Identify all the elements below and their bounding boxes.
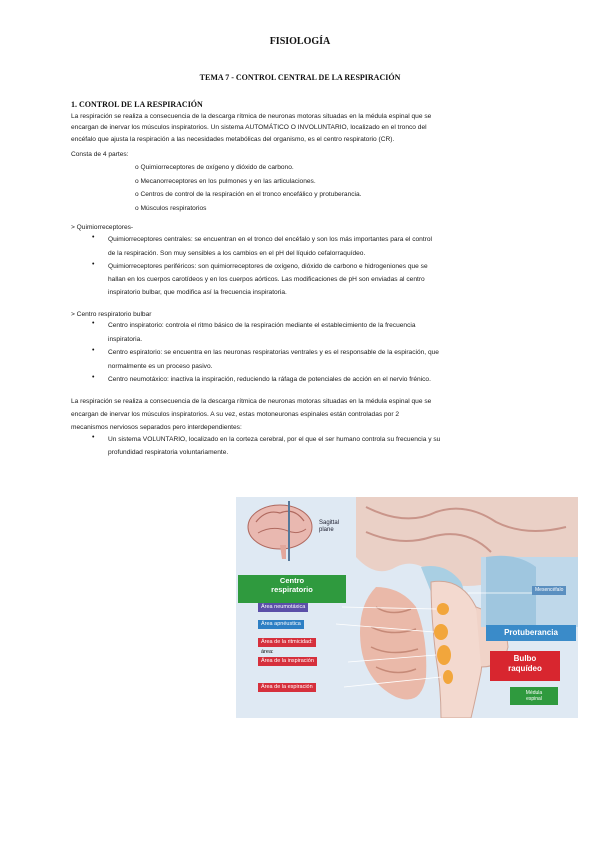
quimio-heading: > Quimiorreceptores- <box>71 224 134 231</box>
respiratory-center-figure <box>236 497 578 718</box>
centro-respiratorio-label: Centro respiratorio <box>238 575 346 603</box>
final-line: La respiración se realiza a consecuencia de la descarga rítmica de neuronas motoras situadas en la médula espinal que se <box>71 398 432 405</box>
bullet-mark: • <box>92 434 95 441</box>
area-neumotaxica-label: Área neumotáxica <box>258 603 308 612</box>
bulbar-heading: > Centro respiratorio bulbar <box>71 311 152 318</box>
topic-title: TEMA 7 - CONTROL CENTRAL DE LA RESPIRACIÓN <box>199 73 401 82</box>
quimio-line: Quimiorreceptores centrales: se encuentran en el tronco del encéfalo y son los más importantes para el control <box>108 236 432 243</box>
bulbar-line: Centro neumotáxico: inactiva la inspiración, reduciendo la ráfaga de potenciales de acción en el nervio frénico. <box>108 376 431 383</box>
parts-heading: Consta de 4 partes: <box>71 151 129 158</box>
bulbar-line: Centro inspiratorio: controla el ritmo básico de la respiración mediante el establecimiento de la frecuencia <box>108 322 416 329</box>
quimio-line: hallan en los cuerpos carotídeos y en los cuerpos aórticos. Las modificaciones de pH son enviadas al centro <box>108 276 425 283</box>
bullet-mark: • <box>92 320 95 327</box>
area-sub-label: área: <box>261 649 274 655</box>
area-ritmicidad-label: Área de la ritmicidad: <box>258 638 316 647</box>
bullet-mark: • <box>92 261 95 268</box>
area-apneustica-label: Área apnéustica <box>258 620 304 629</box>
final-line: encargan de inervar los músculos inspiratorios. A su vez, estas motoneuronas espinales están controladas por 2 <box>71 411 400 418</box>
quimio-line: de la respiración. Son muy sensibles a los cambios en el pH del líquido cefalorraquídeo. <box>108 250 366 257</box>
intro-line: La respiración se realiza a consecuencia de la descarga rítmica de neuronas motoras situadas en la médula espinal que se <box>71 113 432 120</box>
area-espiracion-label: Área de la espiración <box>258 683 316 692</box>
final-bullet-line: Un sistema VOLUNTARIO, localizado en la corteza cerebral, por el que el ser humano controla su frecuencia y su <box>108 436 441 443</box>
section-heading: 1. CONTROL DE LA RESPIRACIÓN <box>71 100 203 109</box>
bullet-mark: • <box>92 347 95 354</box>
intro-line: encargan de inervar los músculos inspiratorios. Un sistema AUTOMÁTICO O INVOLUNTARIO, localizado en el tronco del <box>71 124 427 132</box>
quimio-line: inspiratorio bulbar, que modifica así la frecuencia inspiratoria. <box>108 289 287 296</box>
bulbar-line: inspiratoria. <box>108 336 143 343</box>
final-line: mecanismos nerviosos separados pero interdependientes: <box>71 424 242 431</box>
document-title: FISIOLOGÍA <box>269 36 331 47</box>
protuberancia-label: Protuberancia <box>486 625 576 641</box>
parts-item: o Músculos respiratorios <box>135 204 207 212</box>
bullet-mark: • <box>92 234 95 241</box>
sagittal-plane-label: Sagittal plane <box>319 520 340 533</box>
bulbar-line: Centro espiratorio: se encuentra en las neuronas respiratorias ventrales y es el responsable de la espiración, que <box>108 349 439 356</box>
bulbo-raquideo-label: Bulbo raquídeo <box>490 651 560 681</box>
quimio-line: Quimiorreceptores periféricos: son quimiorreceptores de oxígeno, dióxido de carbono e hidrogeniones que se <box>108 263 428 270</box>
area-inspiracion-label: Área de la inspiración <box>258 657 317 666</box>
parts-item: o Centros de control de la respiración en el tronco encefálico y protuberancia. <box>135 191 362 199</box>
final-bullet-line: profundidad respiratoria voluntariamente. <box>108 449 229 456</box>
intro-line: encéfalo que ajusta la respiración a las necesidades metabólicas del organismo, es el centro respiratorio (CR). <box>71 135 395 143</box>
parts-item: o Quimiorreceptores de oxígeno y dióxido de carbono. <box>135 164 294 171</box>
medula-espinal-label: Médula espinal <box>510 687 558 705</box>
mesencefalo-label: Mesencéfalo <box>532 586 566 595</box>
bullet-mark: • <box>92 374 95 381</box>
parts-item: o Mecanorreceptores en los pulmones y en las articulaciones. <box>135 177 316 185</box>
bulbar-line: normalmente es un proceso pasivo. <box>108 363 213 370</box>
